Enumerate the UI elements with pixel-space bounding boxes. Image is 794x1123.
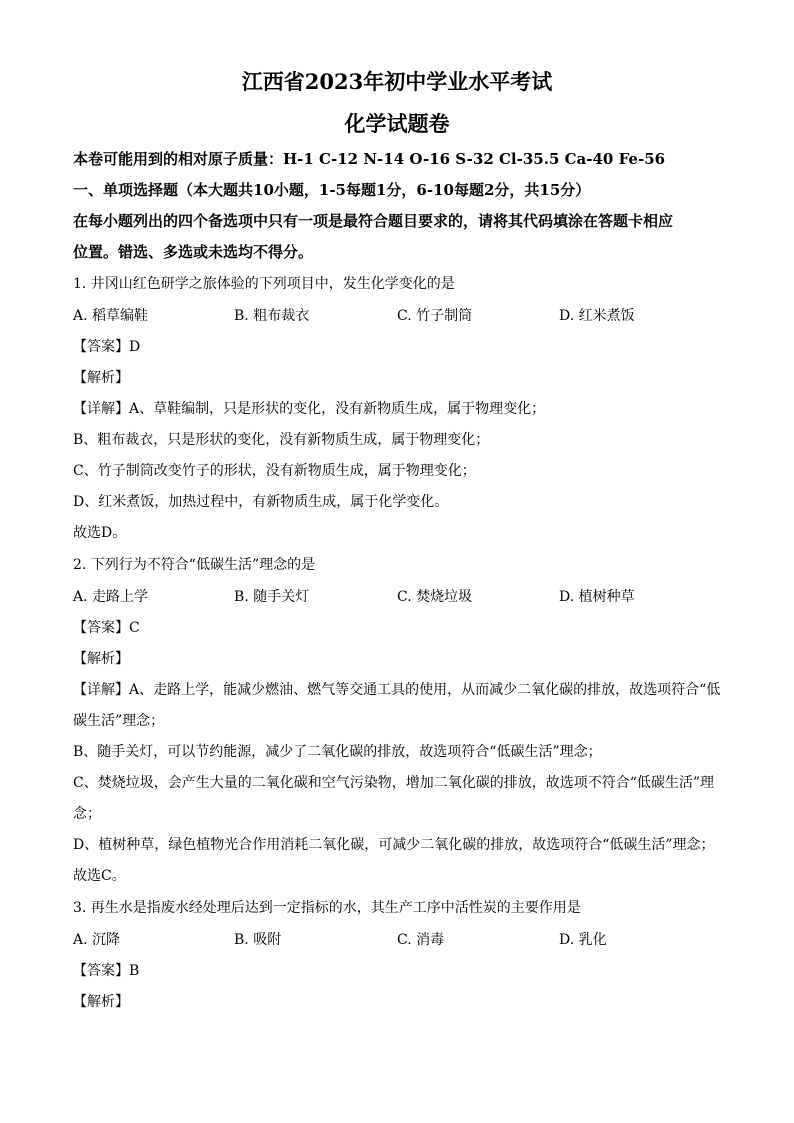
question-3-analysis: 【解析】 xyxy=(73,994,129,1010)
question-2-option-c: C. 焚烧垃圾 xyxy=(397,589,473,605)
exam-subtitle: 化学试题卷 xyxy=(344,111,450,136)
question-2-option-d: D. 植树种草 xyxy=(559,589,635,605)
question-2-answer: 【答案】C xyxy=(73,620,140,636)
question-2-detail-line: C、焚烧垃圾，会产生大量的二氧化碳和空气污染物，增加二氧化碳的排放，故选项不符合“低碳生活”理 xyxy=(73,775,715,791)
question-2-detail-line: 念； xyxy=(73,806,101,822)
question-1-detail-line: B、粗布裁衣，只是形状的变化，没有新物质生成，属于物理变化； xyxy=(73,432,490,448)
atomic-mass-line: 本卷可能用到的相对原子质量：H-1 C-12 N-14 O-16 S-32 Cl-35.5 Ca-40 Fe-56 xyxy=(73,150,666,168)
question-2-detail-line: B、随手关灯，可以节约能源，减少了二氧化碳的排放，故选项符合“低碳生活”理念； xyxy=(73,744,602,760)
question-3-stem: 3. 再生水是指废水经处理后达到一定指标的水，其生产工序中活性炭的主要作用是 xyxy=(73,900,581,916)
question-3-option-c: C. 消毒 xyxy=(397,932,445,948)
question-1-answer: 【答案】D xyxy=(73,339,141,355)
question-2-detail-line: D、植树种草，绿色植物光合作用消耗二氧化碳，可减少二氧化碳的排放，故选项符合“低碳生活”理念； xyxy=(73,837,715,853)
question-3-option-a: A. 沉降 xyxy=(73,932,121,948)
question-1-detail-line: 【详解】A、草鞋编制，只是形状的变化，没有新物质生成，属于物理变化； xyxy=(73,401,546,417)
section-title: 一、单项选择题（本大题共10小题，1-5每题1分，6-10每题2分，共15分） xyxy=(73,181,591,199)
question-3-option-d: D. 乳化 xyxy=(559,932,607,948)
question-1-analysis: 【解析】 xyxy=(73,370,129,386)
question-1-option-a: A. 稻草编鞋 xyxy=(73,308,149,324)
question-2-detail-line: 碳生活”理念； xyxy=(73,713,165,729)
instruction-line-2: 位置。错选、多选或未选均不得分。 xyxy=(73,243,314,261)
question-1-stem: 1. 井冈山红色研学之旅体验的下列项目中，发生化学变化的是 xyxy=(73,276,455,292)
question-3-answer: 【答案】B xyxy=(73,963,140,979)
question-2-analysis: 【解析】 xyxy=(73,651,129,667)
question-1-detail-line: C、竹子制筒改变竹子的形状，没有新物质生成，属于物理变化； xyxy=(73,463,476,479)
question-2-option-b: B. 随手关灯 xyxy=(234,589,310,605)
instruction-line-1: 在每小题列出的四个备选项中只有一项是最符合题目要求的，请将其代码填涂在答题卡相应 xyxy=(73,212,674,230)
question-2-conclusion: 故选C。 xyxy=(73,868,126,884)
question-1-detail-line: D、红米煮饭，加热过程中，有新物质生成，属于化学变化。 xyxy=(73,494,449,510)
question-2-detail-line: 【详解】A、走路上学，能减少燃油、燃气等交通工具的使用，从而减少二氧化碳的排放，故选项符合“低 xyxy=(73,682,721,698)
question-1-conclusion: 故选D。 xyxy=(73,525,127,541)
question-2-stem: 2. 下列行为不符合“低碳生活”理念的是 xyxy=(73,557,316,573)
exam-title: 江西省2023年初中学业水平考试 xyxy=(241,69,553,94)
question-3-option-b: B. 吸附 xyxy=(234,932,282,948)
question-1-option-c: C. 竹子制筒 xyxy=(397,308,473,324)
question-1-option-b: B. 粗布裁衣 xyxy=(234,308,310,324)
question-1-option-d: D. 红米煮饭 xyxy=(559,308,635,324)
question-2-option-a: A. 走路上学 xyxy=(73,589,149,605)
